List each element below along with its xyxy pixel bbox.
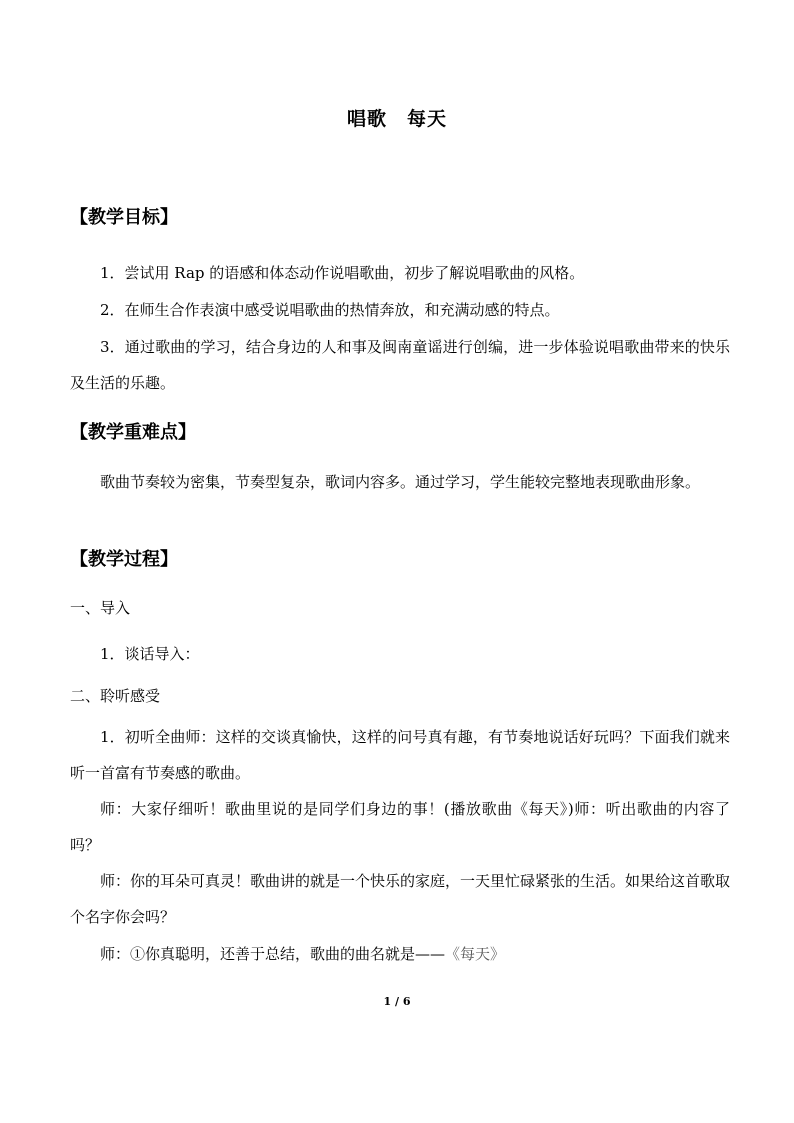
part2-title: 二、聆听感受 [70,687,161,705]
key-points-paragraph: 歌曲节奏较为密集，节奏型复杂，歌词内容多。通过学习，学生能较完整地表现歌曲形象。 [100,473,701,491]
page-title: 唱歌 每天 [346,108,447,130]
goal-item-3: 3．通过歌曲的学习，结合身边的人和事及闽南童谣进行创编，进一步体验说唱歌曲带来的快乐及生活的乐趣。 [70,338,730,392]
song-title: 《每天》 [445,945,506,963]
goal-item-1: 1．尝试用 Rap 的语感和体态动作说唱歌曲，初步了解说唱歌曲的风格。 [100,264,585,282]
part2-paragraph-4 [100,942,505,966]
part2-paragraph-2: 师：大家仔细听！歌曲里说的是同学们身边的事！(播放歌曲《每天》)师：听出歌曲的内容了吗？ [70,800,730,854]
part2-paragraph-3: 师：你的耳朵可真灵！歌曲讲的就是一个快乐的家庭，一天里忙碌紧张的生活。如果给这首歌取个名字你会吗？ [70,872,731,926]
part2-paragraph-1: 1．初听全曲师：这样的交谈真愉快，这样的问号真有趣，有节奏地说话好玩吗？下面我们就来听一首富有节奏感的歌曲。 [70,728,730,782]
section-heading-key-points: 【教学重难点】 [70,422,196,443]
goal-item-2: 2．在师生合作表演中感受说唱歌曲的热情奔放，和充满动感的特点。 [100,301,560,319]
part1-item-1: 1．谈话导入： [100,645,200,663]
section-heading-process: 【教学过程】 [70,549,178,570]
page-number: 1 / 6 [383,995,411,1008]
part1-title: 一、导入 [70,599,131,617]
section-heading-goals: 【教学目标】 [70,207,178,228]
part2-paragraph-4-text: 师：①你真聪明，还善于总结，歌曲的曲名就是—— [100,945,446,963]
